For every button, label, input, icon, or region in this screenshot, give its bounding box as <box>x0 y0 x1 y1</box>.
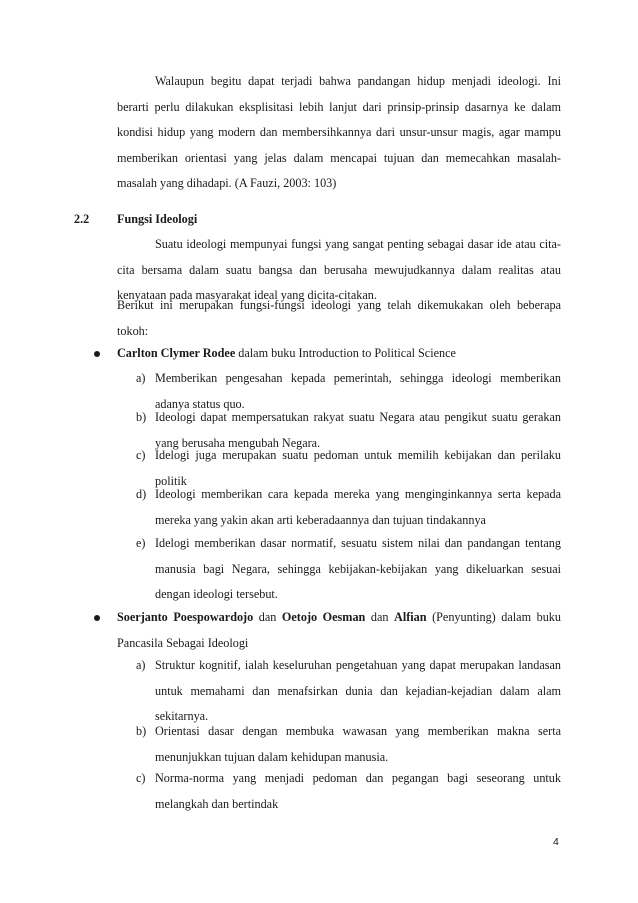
list-item-text: Idelogi juga merupakan suatu pedoman untuk memilih kebijakan dan perilaku politik <box>155 448 561 488</box>
list-marker: a) <box>136 371 146 385</box>
connector-text: dan <box>365 610 395 624</box>
author-name: Alfian <box>394 610 427 624</box>
author-name: Oetojo Oesman <box>281 610 366 624</box>
list-marker: d) <box>136 487 147 501</box>
section-paragraph: Suatu ideologi mempunyai fungsi yang sangat penting sebagai dasar ide atau cita-cita bersama dalam suatu bangsa dan berusaha mewujudkannya dalam realitas atau kenyataan pada masyarakat ideal yang dicita-citakan. <box>117 237 561 303</box>
page-number: 4 <box>553 836 559 848</box>
list-marker: e) <box>136 536 146 550</box>
bullet-heading-1 <box>117 341 561 367</box>
list-marker: c) <box>136 448 146 462</box>
list-item <box>136 531 561 608</box>
bullet-heading-rest: dalam buku Introduction to Political Science <box>235 346 456 360</box>
list-item <box>136 766 561 817</box>
list-item <box>136 719 561 770</box>
list-marker: b) <box>136 410 147 424</box>
section-number: 2.2 <box>74 212 90 226</box>
list-marker: a) <box>136 658 146 672</box>
list-item-text: Orientasi dasar dengan membuka wawasan yang memberikan makna serta menunjukkan tujuan dalam kehidupan manusia. <box>155 724 561 764</box>
bullet-heading-rest: (Penyunting) dalam buku Pancasila Sebagai Ideologi <box>117 610 561 650</box>
author-name: Soerjanto Poespowardojo <box>117 610 254 624</box>
list-item-text: Ideologi dapat mempersatukan rakyat suatu Negara atau pengikut suatu gerakan yang berusaha mengubah Negara. <box>155 410 561 450</box>
list-item-text: Memberikan pengesahan kepada pemerintah, sehingga ideologi memberikan adanya status quo. <box>155 371 561 411</box>
list-marker: c) <box>136 771 146 785</box>
author-name: Carlton Clymer Rodee <box>117 346 236 360</box>
bullet-marker <box>94 615 100 621</box>
list-item-text: Ideologi memberikan cara kepada mereka yang menginginkannya serta kepada mereka yang yakin akan arti keberadaannya dan tujuan tindakannya <box>155 487 561 527</box>
section-title: Fungsi Ideologi <box>117 212 198 226</box>
section-intro-line: Berikut ini merupakan fungsi-fungsi ideologi yang telah dikemukakan oleh beberapa tokoh: <box>117 298 561 338</box>
list-item-text: Struktur kognitif, ialah keseluruhan pengetahuan yang dapat merupakan landasan untuk memahami dan menafsirkan dunia dan kejadian-kejadian dalam alam sekitarnya. <box>155 658 561 724</box>
list-item <box>136 482 561 533</box>
bullet-marker <box>94 351 100 357</box>
list-marker: b) <box>136 724 147 738</box>
connector-text: dan <box>253 610 282 624</box>
list-item-text: Norma-norma yang menjadi pedoman dan pegangan bagi seseorang untuk melangkah dan bertindak <box>155 771 561 811</box>
list-item-text: Idelogi memberikan dasar normatif, sesuatu sistem nilai dan pandangan tentang manusia bagi Negara, sehingga kebijakan-kebijakan yang dikeluarkan sesuai dengan ideologi tersebut. <box>155 536 561 602</box>
intro-paragraph: Walaupun begitu dapat terjadi bahwa pandangan hidup menjadi ideologi. Ini berarti perlu dilakukan eksplisitasi lebih lanjut dari prinsip-prinsip dasarnya ke dalam kondisi hidup yang modern dan membersihkannya dari unsur-unsur magis, agar mampu memberikan orientasi yang jelas dalam mencapai tujuan dan memecahkan masalah-masalah yang dihadapi. (A Fauzi, 2003: 103) <box>117 74 561 191</box>
bullet-heading-2 <box>117 605 561 656</box>
